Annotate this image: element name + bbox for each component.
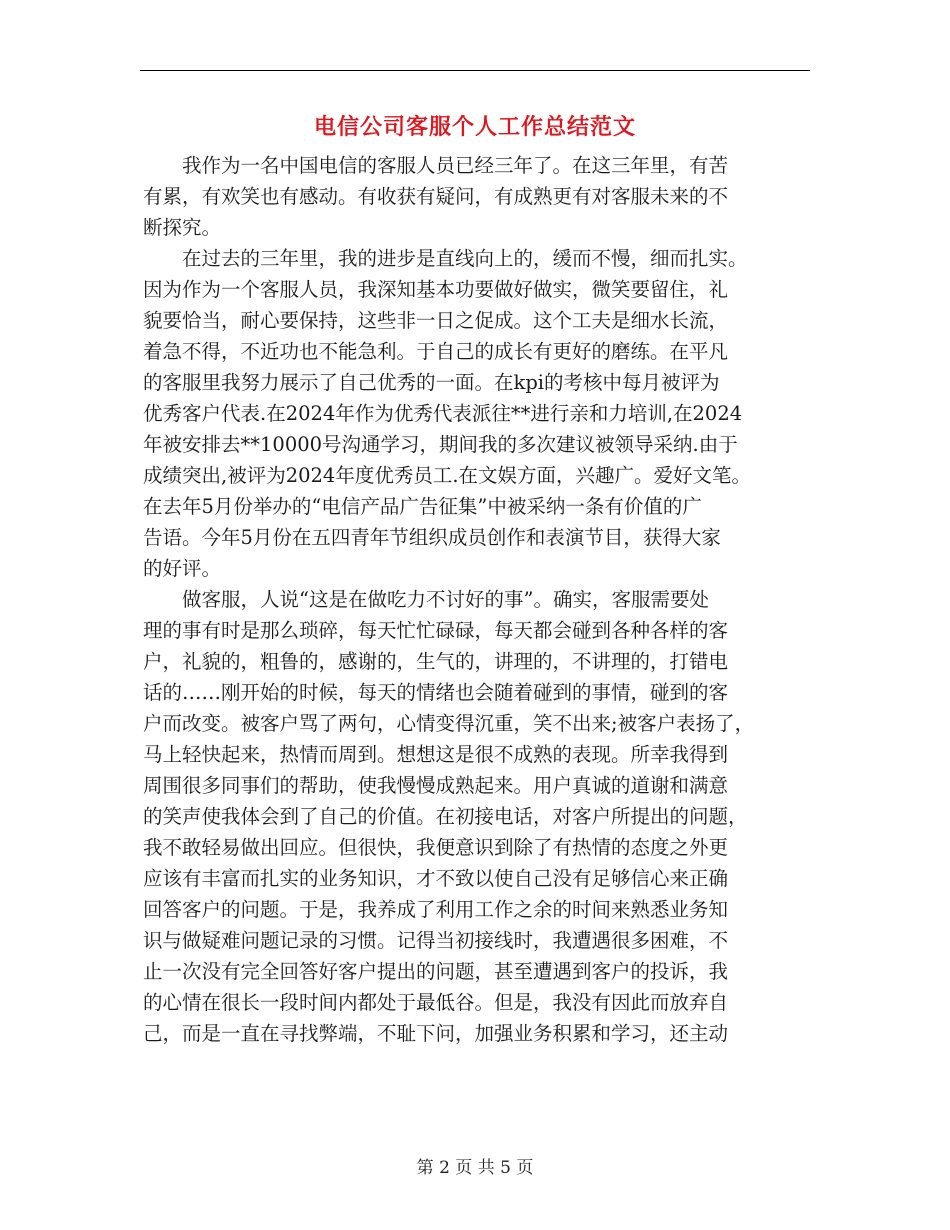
text-line: 的客服里我努力展示了自己优秀的一面。在kpi的考核中每月被评为 [143, 371, 720, 394]
text-line: 做客服，人说“这是在做吃力不讨好的事”。确实，客服需要处 [143, 588, 709, 611]
header-rule [140, 70, 810, 71]
document-body [143, 150, 808, 1049]
text-line: 话的……刚开始的时候，每天的情绪也会随着碰到的事情，碰到的客 [143, 681, 729, 704]
text-line: 理的事有时是那么琐碎，每天忙忙碌碌，每天都会碰到各种各样的客 [143, 619, 729, 642]
text-line: 的好评。 [143, 557, 222, 580]
text-line: 户，礼貌的，粗鲁的，感谢的，生气的，讲理的，不讲理的，打错电 [143, 650, 729, 673]
text-line: 告语。今年5月份在五四青年节组织成员创作和表演节目，获得大家 [143, 526, 721, 549]
text-line: 的心情在很长一段时间内都处于最低谷。但是，我没有因此而放弃自 [143, 991, 729, 1014]
text-line: 我作为一名中国电信的客服人员已经三年了。在这三年里，有苦 [143, 154, 729, 177]
text-line: 成绩突出,被评为2024年度优秀员工.在文娱方面，兴趣广。爱好文笔。 [143, 464, 752, 487]
text-line: 周围很多同事们的帮助，使我慢慢成熟起来。用户真诚的道谢和满意 [143, 774, 729, 797]
text-line: 我不敢轻易做出回应。但很快，我便意识到除了有热情的态度之外更 [143, 836, 729, 859]
text-line: 着急不得，不近功也不能急利。于自己的成长有更好的磨练。在平凡 [143, 340, 729, 363]
text-line: 在去年5月份举办的“电信产品广告征集”中被采纳一条有价值的广 [143, 495, 702, 518]
text-line: 马上轻快起来，热情而周到。想想这是很不成熟的表现。所幸我得到 [143, 743, 729, 766]
text-line: 应该有丰富而扎实的业务知识，才不致以使自己没有足够信心来正确 [143, 867, 729, 890]
text-line: 回答客户的问题。于是，我养成了利用工作之余的时间来熟悉业务知 [143, 898, 729, 921]
text-line: 户而改变。被客户骂了两句，心情变得沉重，笑不出来;被客户表扬了， [143, 712, 755, 735]
text-line: 断探究。 [143, 216, 222, 239]
page-footer: 第 2 页 共 5 页 [416, 1158, 534, 1178]
text-line: 止一次没有完全回答好客户提出的问题，甚至遭遇到客户的投诉，我 [143, 960, 729, 983]
text-line: 的笑声使我体会到了自己的价值。在初接电话，对客户所提出的问题， [143, 805, 748, 828]
text-line: 有累，有欢笑也有感动。有收获有疑问，有成熟更有对客服未来的不 [143, 185, 729, 208]
text-line: 识与做疑难问题记录的习惯。记得当初接线时，我遭遇很多困难，不 [143, 929, 729, 952]
text-line: 在过去的三年里，我的进步是直线向上的，缓而不慢，细而扎实。 [143, 247, 748, 270]
document-title: 电信公司客服个人工作总结范文 [313, 114, 636, 140]
text-line: 因为作为一个客服人员，我深知基本功要做好做实，微笑要留住，礼 [143, 278, 729, 301]
text-line: 貌要恰当，耐心要保持，这些非一日之促成。这个工夫是细水长流， [143, 309, 729, 332]
text-line: 己，而是一直在寻找弊端，不耻下问，加强业务积累和学习，还主动 [143, 1022, 729, 1045]
text-line: 年被安排去**10000号沟通学习，期间我的多次建议被领导采纳.由于 [143, 433, 738, 456]
text-line: 优秀客户代表.在2024年作为优秀代表派往**进行亲和力培训,在2024 [143, 402, 743, 425]
